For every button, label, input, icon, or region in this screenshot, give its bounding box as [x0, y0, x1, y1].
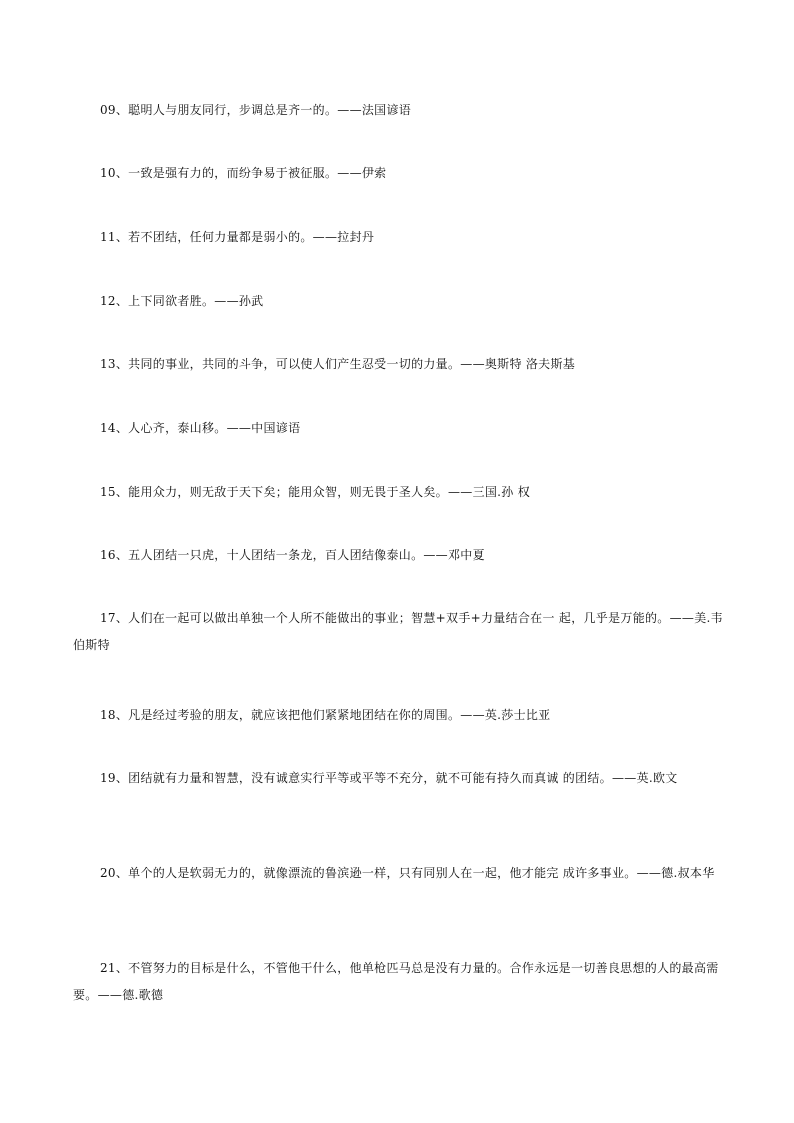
quote-text: 15、能用众力，则无敌于天下矣；能用众智，则无畏于圣人矣。——三国.孙 权: [100, 485, 531, 499]
quote-11: [73, 224, 729, 251]
quote-text: 13、共同的事业，共同的斗争，可以使人们产生忍受一切的力量。——奥斯特 洛夫斯基: [100, 357, 576, 371]
quote-21: [73, 955, 729, 1009]
quote-13: [73, 351, 729, 378]
quote-12: [73, 288, 729, 315]
quote-18: [73, 702, 729, 729]
quote-text: 14、人心齐，泰山移。——中国谚语: [100, 421, 301, 435]
quote-19: [73, 765, 729, 792]
quote-10: [73, 160, 729, 187]
quote-17: [73, 605, 729, 659]
quote-text: 18、凡是经过考验的朋友，就应该把他们紧紧地团结在你的周围。——英.莎士比亚: [100, 708, 551, 722]
quote-text: 17、人们在一起可以做出单独一个人所不能做出的事业；智慧+双手+力量结合在一 起，几乎是万能的。——美.韦伯斯特: [73, 611, 723, 652]
quote-text: 21、不管努力的目标是什么，不管他干什么，他单枪匹马总是没有力量的。合作永远是一切善良思想的人的最高需要。——德.歌德: [73, 961, 719, 1002]
quote-text: 19、团结就有力量和智慧，没有诚意实行平等或平等不充分，就不可能有持久而真诚 的团结。——英.欧文: [100, 771, 678, 785]
quote-09: [73, 97, 729, 124]
quote-15: [73, 479, 729, 506]
quote-text: 20、单个的人是软弱无力的，就像漂流的鲁滨逊一样，只有同别人在一起，他才能完 成许多事业。——德.叔本华: [100, 866, 715, 880]
quote-text: 12、上下同欲者胜。——孙武: [100, 294, 264, 308]
quote-20: [73, 860, 729, 887]
quote-16: [73, 542, 729, 569]
quote-text: 11、若不团结，任何力量都是弱小的。——拉封丹: [100, 230, 375, 244]
quote-text: 16、五人团结一只虎，十人团结一条龙，百人团结像泰山。——邓中夏: [100, 548, 485, 562]
quote-14: [73, 415, 729, 442]
quote-text: 10、一致是强有力的，而纷争易于被征服。——伊索: [100, 166, 387, 180]
quote-text: 09、聪明人与朋友同行，步调总是齐一的。——法国谚语: [100, 103, 412, 117]
